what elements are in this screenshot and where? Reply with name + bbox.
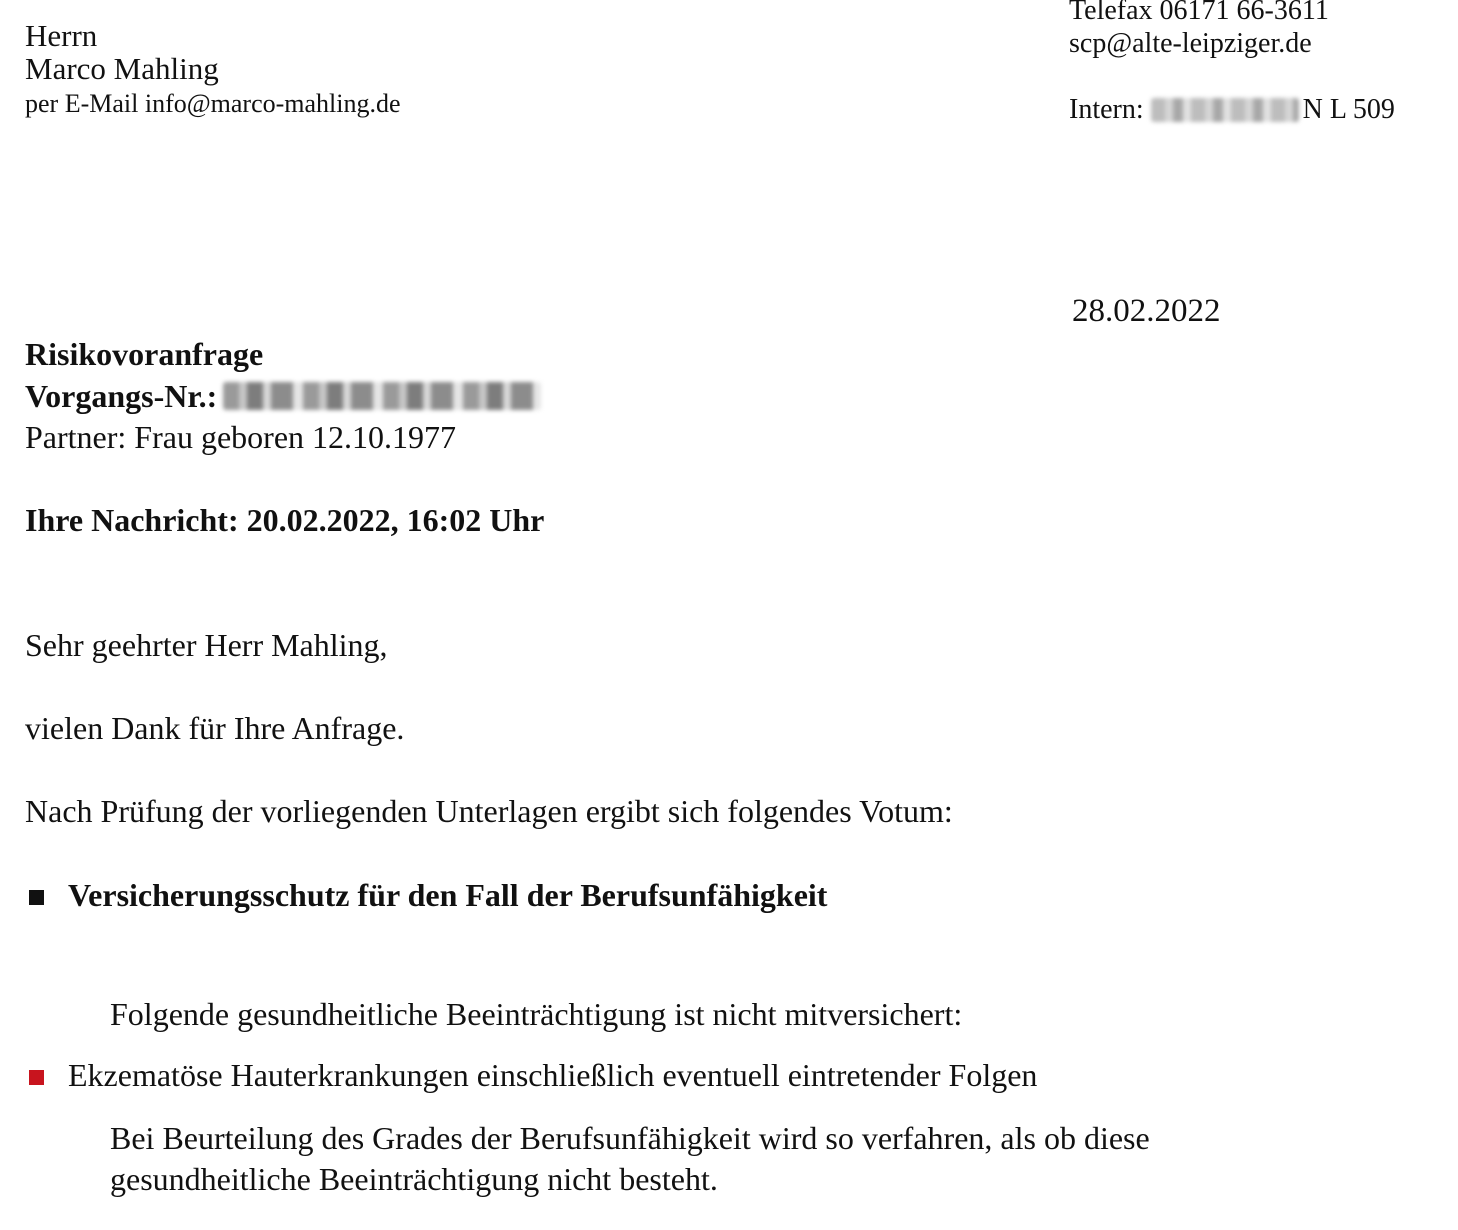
recipient-name: Marco Mahling bbox=[25, 51, 219, 86]
redacted-intern-name bbox=[1151, 98, 1299, 122]
your-message-line: Ihre Nachricht: 20.02.2022, 16:02 Uhr bbox=[25, 502, 545, 538]
letter-date: 28.02.2022 bbox=[1072, 293, 1221, 329]
intro-line: Nach Prüfung der vorliegenden Unterlagen ergibt sich folgendes Votum: bbox=[25, 793, 953, 829]
intern-code: N L 509 bbox=[1302, 94, 1395, 125]
case-number-label: Vorgangs-Nr.: bbox=[25, 378, 218, 414]
black-square-bullet-icon bbox=[29, 890, 44, 905]
recipient-email: per E-Mail info@marco-mahling.de bbox=[25, 89, 401, 118]
assessment-line-2: gesundheitliche Beeinträchtigung nicht besteht. bbox=[110, 1161, 718, 1197]
recipient-salutation: Herrn bbox=[25, 18, 98, 53]
thanks-line: vielen Dank für Ihre Anfrage. bbox=[25, 710, 405, 746]
subject-title: Risikovoranfrage bbox=[25, 336, 264, 372]
exclusion-item: Ekzematöse Hauterkrankungen einschließlich eventuell eintretender Folgen bbox=[68, 1057, 1038, 1093]
sender-intern bbox=[1069, 94, 1395, 126]
sender-fax: Telefax 06171 66-3611 bbox=[1069, 0, 1329, 26]
greeting: Sehr geehrter Herr Mahling, bbox=[25, 627, 388, 663]
assessment-line-1: Bei Beurteilung des Grades der Berufsunfähigkeit wird so verfahren, als ob diese bbox=[110, 1120, 1150, 1156]
exclusion-intro: Folgende gesundheitliche Beeinträchtigung ist nicht mitversichert: bbox=[110, 996, 963, 1032]
case-number bbox=[25, 376, 541, 416]
redacted-case-number bbox=[223, 382, 541, 410]
intern-label: Intern: bbox=[1069, 94, 1144, 125]
section-heading: Versicherungsschutz für den Fall der Berufsunfähigkeit bbox=[68, 877, 828, 913]
partner-line: Partner: Frau geboren 12.10.1977 bbox=[25, 419, 457, 455]
sender-email: scp@alte-leipziger.de bbox=[1069, 28, 1312, 59]
red-square-bullet-icon bbox=[29, 1070, 44, 1085]
